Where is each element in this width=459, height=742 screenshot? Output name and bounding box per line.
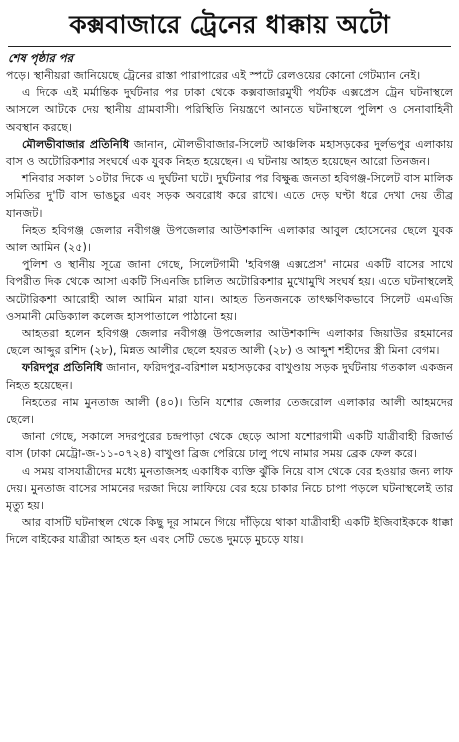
paragraph-text: জানা গেছে, সকালে সদরপুরের চন্দ্রপাড়া থেকে ছেড়ে আসা যশোরগামী একটি যাত্রীবাহী রিজার্ভ বাস (ঢাকা মেট্রো-জ-১১-০৭২৪) বাখুণ্ডা ব্রিজ পেরিয়ে ঢালু পথে নামার সময় ব্রেক ফেল করে। [6, 430, 453, 461]
continued-label: শেষ পৃষ্ঠার পর [8, 51, 73, 65]
article-paragraph [6, 394, 453, 428]
headline-rule [8, 46, 451, 47]
article-paragraph [6, 170, 453, 222]
paragraph-text: পুলিশ ও স্থানীয় সূত্রে জানা গেছে, সিলেটগামী 'হবিগঞ্জ এক্সপ্রেস' নামের একটি বাসের সাথে বিপরীত দিক থেকে আসা একটি সিএনজি চালিত অটোরিকশার মুখোমুখি সংঘর্ষ হয়। এতে ঘটনাস্থলেই অটোরিকশা আরোহী আল আমিন মারা যান। আহত তিনজনকে তাৎক্ষণিকভাবে সিলেট এমএজি ওসমানী মেডিক্যাল কলেজ হাসপাতালে পাঠানো হয়। [6, 258, 453, 323]
article-body [6, 67, 453, 549]
article-paragraph [6, 222, 453, 256]
article-paragraph [6, 463, 453, 515]
paragraph-text: জানান, ফরিদপুর-বরিশাল মহাসড়কের বাখুণ্ডায় সড়ক দুর্ঘটনায় গতকাল একজন নিহত হয়েছেন। [6, 361, 453, 392]
article-paragraph [6, 325, 453, 359]
article-paragraph [6, 256, 453, 325]
paragraph-text: পড়ে। স্থানীয়রা জানিয়েছে ট্রেনের রাস্তা পারাপারের এই স্পটে রেলওয়ের কোনো গেটম্যান নেই। [6, 69, 421, 82]
article-paragraph [6, 67, 453, 84]
article-paragraph [6, 514, 453, 548]
correspondent-dateline: মৌলভীবাজার প্রতিনিধি [22, 137, 130, 151]
paragraph-text: এ সময় বাসযাত্রীদের মধ্যে মুনতাজসহ একাধিক ব্যক্তি ঝুঁকি নিয়ে বাস থেকে বের হওয়ার জন্য লাফ দেয়। মুনতাজ বাসের সামনের দরজা দিয়ে লাফিয়ে বের হয়ে চাকার নিচে চাপা পড়লে ঘটনাস্থলেই তার মৃত্যু হয়। [6, 464, 453, 513]
article-paragraph [6, 428, 453, 462]
paragraph-text: আর বাসটি ঘটনাস্থল থেকে কিছু দূর সামনে গিয়ে দাঁড়িয়ে থাকা যাত্রীবাহী একটি ইজিবাইককে ধাক্কা দিলে বাইকের যাত্রীরা আহত হন এবং সেটি ভেঙে দুমড়ে মুচড়ে যায়। [6, 516, 453, 547]
headline: কক্সবাজারে ট্রেনের ধাক্কায় অটো [69, 10, 390, 39]
paragraph-text: এ দিকে এই মর্মান্তিক দুর্ঘটনার পর ঢাকা থেকে কক্সবাজারমুখী পর্যটক এক্সপ্রেস ট্রেন ঘটনাস্থলে আসলে আটকে দেয় স্থানীয় গ্রামবাসী। পরিস্থিতি নিয়ন্ত্রণে আনতে ঘটনাস্থলে পুলিশ ও সেনাবাহিনী অবস্থান করছে। [6, 86, 453, 134]
article-paragraph [6, 359, 453, 393]
article-paragraph [6, 136, 453, 170]
article-paragraph [6, 84, 453, 136]
paragraph-text: নিহতের নাম মুনতাজ আলী (৪০)। তিনি যশোর জেলার তেজরোল এলাকার আলী আহমদের ছেলে। [6, 395, 453, 427]
paragraph-text: নিহত হবিগঞ্জ জেলার নবীগঞ্জ উপজেলার আউশকান্দি এলাকার আবুল হোসেনের ছেলে যুবক আল আমিন (২৫)। [6, 223, 453, 255]
paragraph-text: জানান, মৌলভীবাজার-সিলেট আঞ্চলিক মহাসড়কের দুর্লভপুর এলাকায় বাস ও অটোরিকশার সংঘর্ষে এক যুবক নিহত হয়েছেন। এ ঘটনায় আহত হয়েছেন আরো তিনজন। [6, 137, 453, 169]
paragraph-text: শনিবার সকাল ১০টার দিকে এ দুর্ঘটনা ঘটে। দুর্ঘটনার পর বিক্ষুব্ধ জনতা হবিগঞ্জ-সিলেট বাস মালিক সমিতির দু'টি বাস ভাঙচুর এবং সড়ক অবরোধ করে রাখে। এতে দেড় ঘণ্টা ধরে দেখা দেয় তীব্র যানজট। [6, 172, 453, 220]
paragraph-text: আহতরা হলেন হবিগঞ্জ জেলার নবীগঞ্জ উপজেলার আউশকান্দি এলাকার জিয়াউর রহমানের ছেলে আব্দুর রশিদ (২৮), মিন্নত আলীর ছেলে হযরত আলী (২৮) ও আব্দুশ শহীদের স্ত্রী মিনা বেগম। [6, 327, 453, 358]
correspondent-dateline: ফরিদপুর প্রতিনিধি [22, 361, 103, 375]
